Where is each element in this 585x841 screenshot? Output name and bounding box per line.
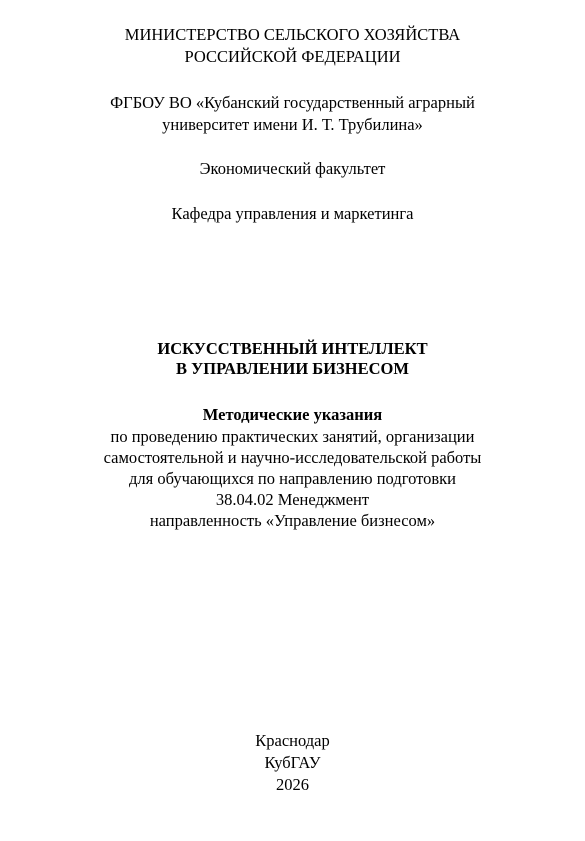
ministry-line-1: МИНИСТЕРСТВО СЕЛЬСКОГО ХОЗЯЙСТВА <box>124 25 461 44</box>
document-title-line-2: В УПРАВЛЕНИИ БИЗНЕСОМ <box>176 359 409 378</box>
faculty-name: Экономический факультет <box>199 159 386 178</box>
publication-year: 2026 <box>276 775 309 794</box>
department-name: Кафедра управления и маркетинга <box>171 204 414 223</box>
ministry-line-2: РОССИЙСКОЙ ФЕДЕРАЦИИ <box>184 47 401 66</box>
university-line-1: ФГБОУ ВО «Кубанский государственный аграрный <box>110 93 475 112</box>
university-line-2: университет имени И. Т. Трубилина» <box>162 115 423 134</box>
publication-city: Краснодар <box>255 731 330 750</box>
subtitle-line-2: самостоятельной и научно-исследовательской работы <box>103 448 482 467</box>
subtitle-line-5: направленность «Управление бизнесом» <box>149 511 436 530</box>
document-title-line-1: ИСКУССТВЕННЫЙ ИНТЕЛЛЕКТ <box>157 339 428 358</box>
publisher-name: КубГАУ <box>264 753 321 772</box>
subtitle-line-4: 38.04.02 Менеджмент <box>215 490 370 509</box>
subtitle-line-3: для обучающихся по направлению подготовки <box>129 469 456 488</box>
subtitle-line-1: по проведению практических занятий, организации <box>110 427 475 446</box>
subtitle-heading: Методические указания <box>202 405 383 424</box>
